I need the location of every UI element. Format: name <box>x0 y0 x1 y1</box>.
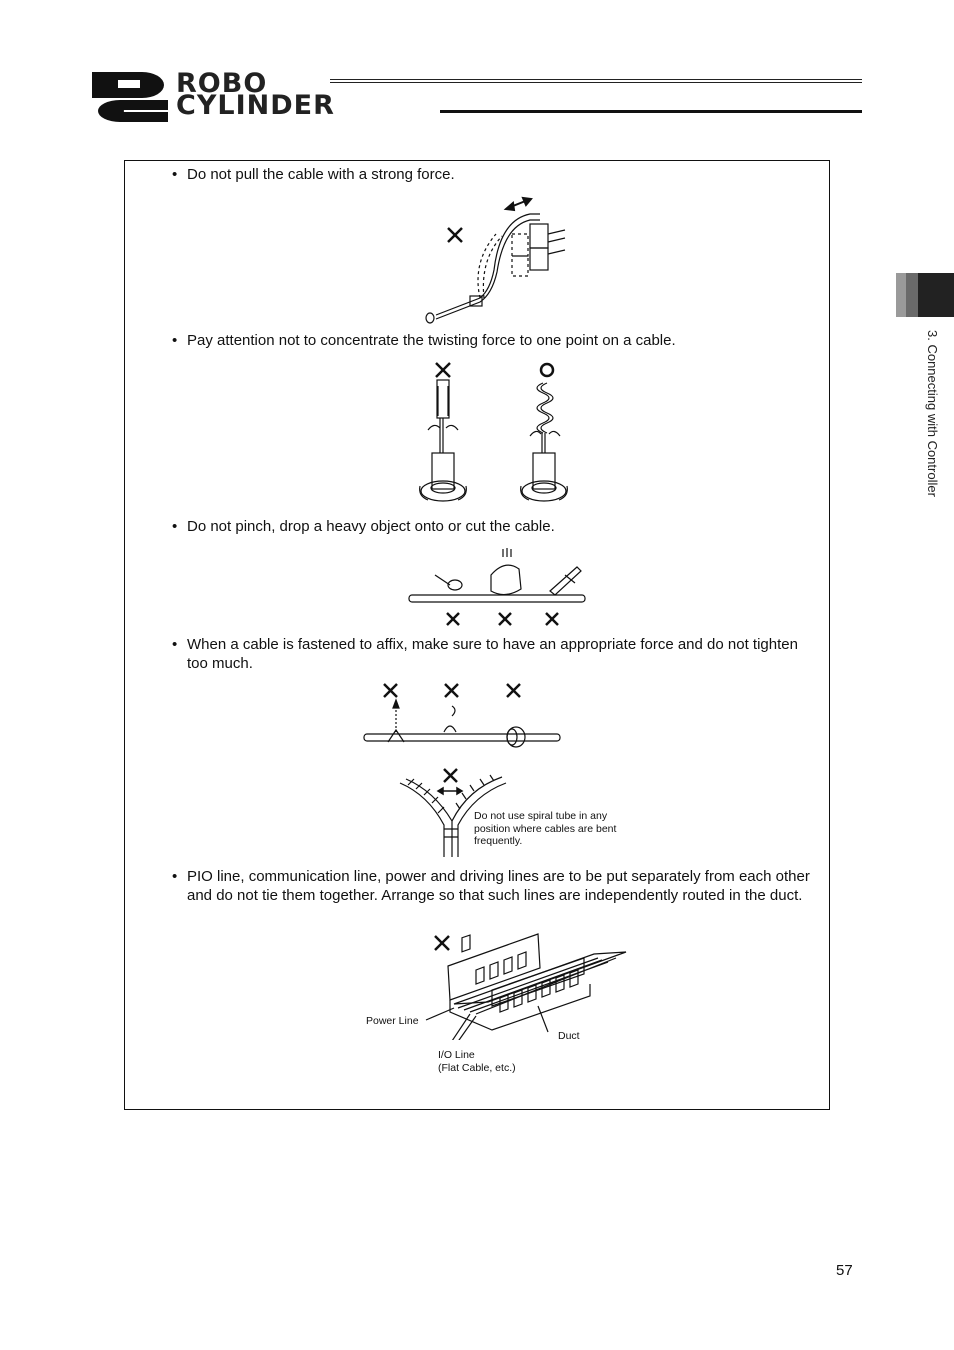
bullet-marker: • <box>172 636 178 653</box>
cross-mark-icon <box>435 936 449 950</box>
double-arrow-icon <box>506 198 531 210</box>
bullet-text: Pay attention not to concentrate the twisting force to one point on a cable. <box>187 332 676 349</box>
header-rule-bottom <box>440 110 862 113</box>
bullet-marker: • <box>172 166 178 183</box>
rc-logo-icon <box>90 70 170 124</box>
pinch-drop-cut-figure <box>405 545 590 630</box>
duct-label: Duct <box>558 1030 580 1042</box>
fasten-cable-figure <box>360 680 565 752</box>
spiral-tube-note: Do not use spiral tube in any position where cables are bent frequently. <box>474 810 617 847</box>
cross-mark-icon <box>448 228 462 242</box>
header-rule-top-2 <box>330 82 862 83</box>
bullet-text: Do not pinch, drop a heavy object onto or cut the cable. <box>187 518 555 535</box>
page-number: 57 <box>836 1262 853 1279</box>
bullet-text: PIO line, communication line, power and driving lines are to be put separately from each other and do not tie them together. Arrange so that such lines are independently routed in the duct. <box>187 868 810 904</box>
bullet-text: When a cable is fastened to affix, make sure to have an appropriate force and do not tighten too much. <box>187 636 798 672</box>
logo-line-cylinder: CYLINDER <box>176 90 335 121</box>
bullet-item <box>172 636 812 673</box>
power-line-label: Power Line <box>366 1015 419 1027</box>
bullet-marker: • <box>172 332 178 349</box>
chapter-tab-stripe-light <box>896 273 906 317</box>
pull-cable-figure <box>420 190 580 325</box>
cross-mark-icon <box>447 613 558 625</box>
bullet-item <box>172 332 812 351</box>
header-rule-top <box>330 79 862 80</box>
io-line-sublabel: (Flat Cable, etc.) <box>438 1062 516 1074</box>
bullet-marker: • <box>172 868 178 885</box>
cross-mark-icon <box>384 684 520 697</box>
cross-mark-icon <box>444 769 457 782</box>
logo-wordmark <box>176 68 335 121</box>
io-line-label: I/O Line <box>438 1049 475 1061</box>
twisting-force-figure <box>410 358 590 510</box>
bullet-item <box>172 166 812 185</box>
chapter-tab-stripe-mid <box>906 273 918 317</box>
bullet-item <box>172 518 812 537</box>
double-arrow-icon <box>438 788 462 794</box>
chapter-tab-block <box>918 273 954 317</box>
bullet-marker: • <box>172 518 178 535</box>
circle-ok-icon <box>541 364 553 376</box>
cross-mark-icon <box>436 363 450 377</box>
chapter-side-label: 3. Connecting with Controller <box>925 330 940 497</box>
logo-line-robo: ROBO <box>176 68 268 99</box>
bullet-item <box>172 868 812 905</box>
bullet-text: Do not pull the cable with a strong force. <box>187 166 455 183</box>
